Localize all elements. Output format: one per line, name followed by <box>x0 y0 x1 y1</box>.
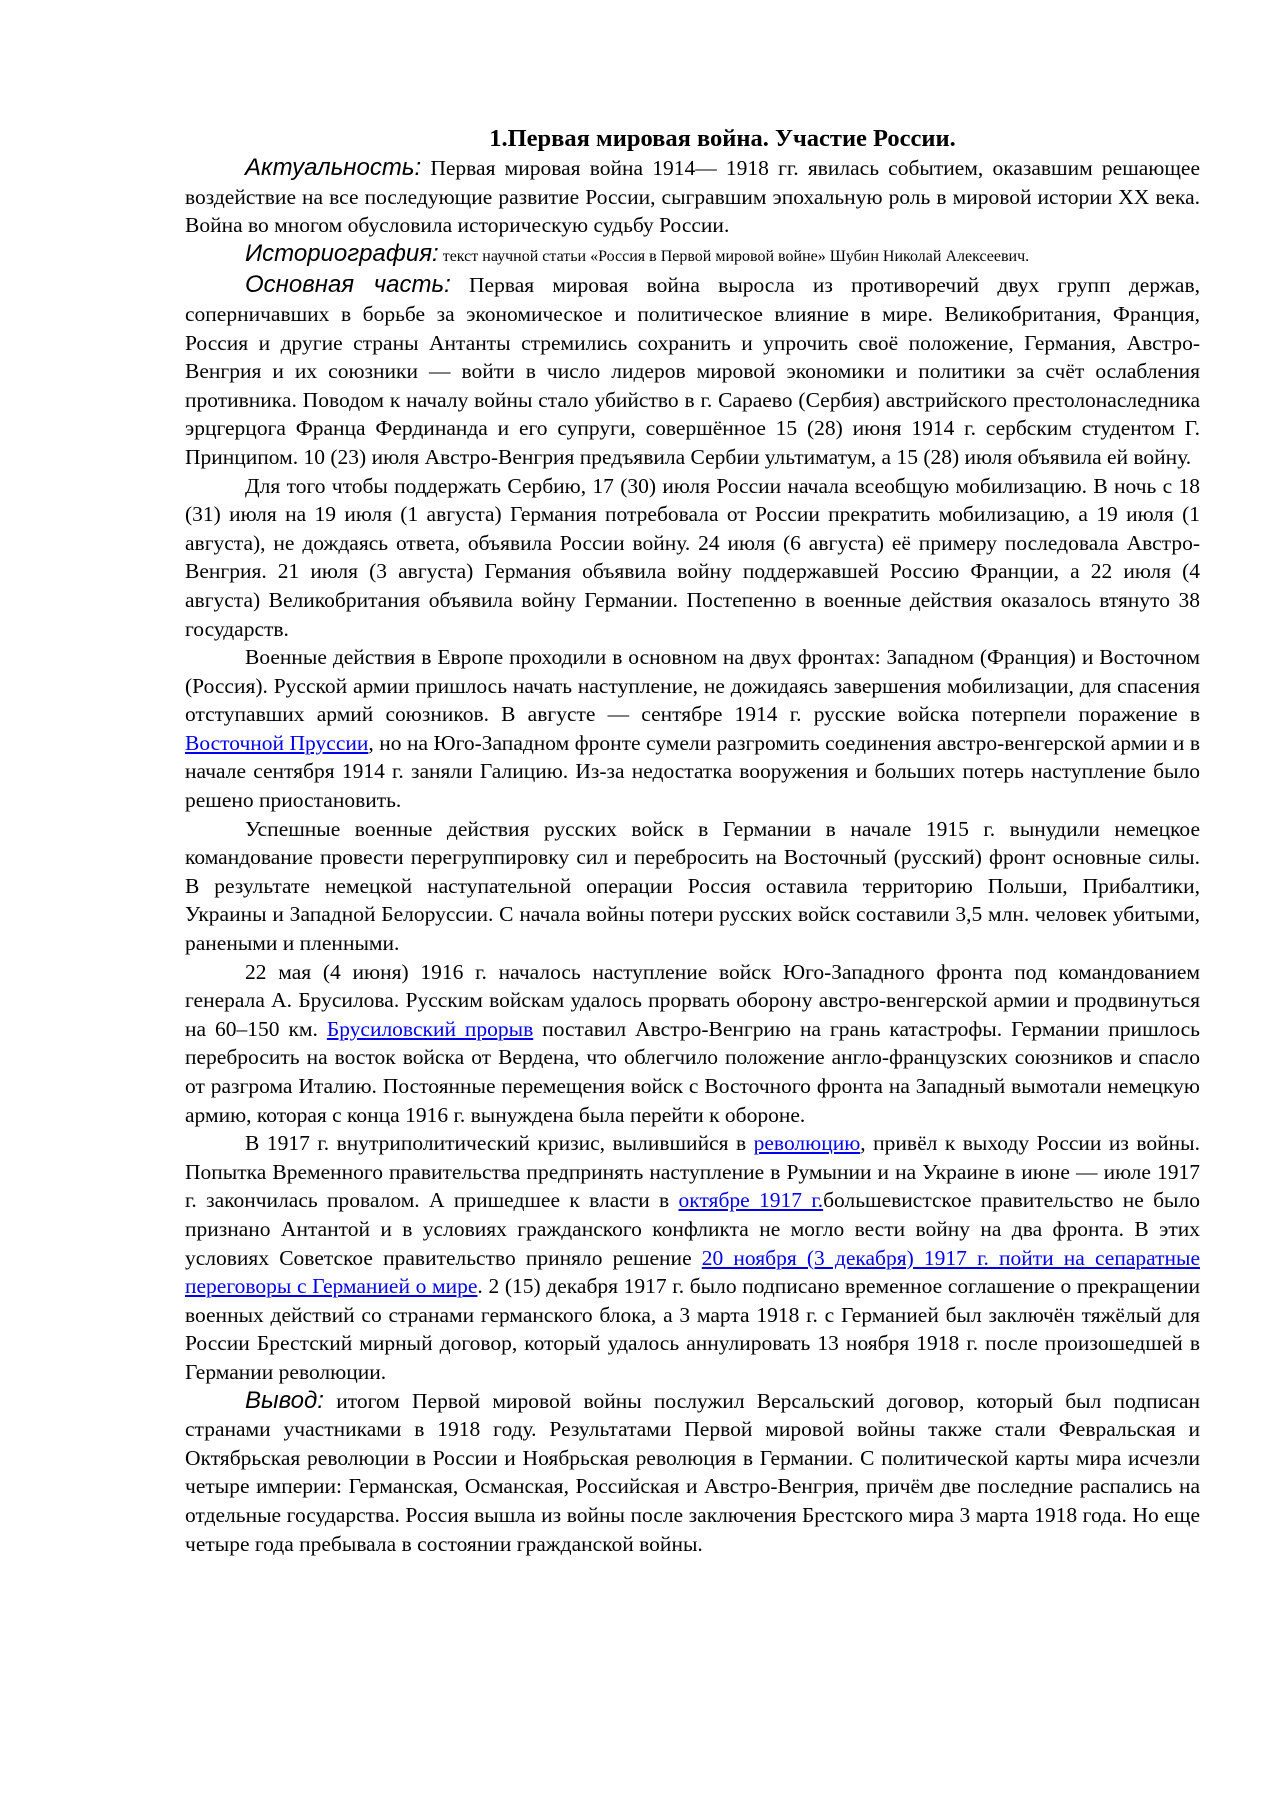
historiography-paragraph <box>185 240 1200 272</box>
conclusion-text: итогом Первой мировой войны послужил Версальский договор, который был подписан странами участниками в 1918 году. Результатами Первой мировой войны также стали Февральская и Октябрьская революции в России и Ноябрьская революция в Германии. С политической карты мира исчезли четыре империи: Германская, Османская, Российская и Австро-Венгрия, причём две последние распались на отдельные государства. Россия вышла из войны после заключения Брестского мира 3 марта 1918 года. Но еще четыре года пребывала в состоянии гражданской войны. <box>185 1388 1200 1556</box>
historiography-text: текст научной статьи «Россия в Первой мировой войне» Шубин Николай Алексеевич. <box>438 247 1030 265</box>
east-prussia-link[interactable]: Восточной Пруссии <box>185 730 369 755</box>
main-paragraph <box>185 271 1200 471</box>
fronts-paragraph <box>185 643 1200 815</box>
relevance-text: Первая мировая война 1914— 1918 гг. явилась событием, оказавшим решающее воздействие на все последующие развитие России, сыгравшим эпохальную роль в мировой истории XX века. Война во многом обусловила историческую судьбу России. <box>185 156 1200 238</box>
main-label: Основная часть: <box>245 271 451 299</box>
conclusion-label: Вывод: <box>245 1386 324 1414</box>
fronts-text-2: , но на Юго-Западном фронте сумели разгромить соединения австро-венгерской армии и в начале сентября 1914 г. заняли Галицию. Из-за недостатка вооружения и больших потерь наступление было решено приостановить. <box>185 730 1200 813</box>
relevance-paragraph <box>185 154 1200 240</box>
year-1917-text-2: , привёл к выходу России из войны. Попытка Временного правительства предпринять наступление в Румынии и на Украине в июне — июле 1917 г. закончилась провалом. А пришедшее к власти в <box>185 1131 1200 1213</box>
year-1915-paragraph: Успешные военные действия русских войск в Германии в начале 1915 г. вынудили немецкое командование провести перегруппировку сил и перебросить на Восточный (русский) фронт основные силы. В результате немецкой наступательной операции Россия оставила территорию Польши, Прибалтики, Украины и Западной Белоруссии. С начала войны потери русских войск составили 3,5 млн. человек убитыми, ранеными и пленными. <box>185 816 1200 956</box>
main-text: Первая мировая война выросла из противоречий двух групп держав, соперничавших в борьбе за экономическое и политическое влияние в мире. Великобритания, Франция, Россия и другие страны Антанты стремились сохранить и упрочить своё положение, Германия, Австро-Венгрия и их союзники — войти в число лидеров мировой экономики и политики за счёт ослабления противника. Поводом к началу войны стало убийство в г. Сараево (Сербия) австрийского престолонаследника эрцгерцога Франца Фердинанда и его супруги, совершённое 15 (28) июня 1914 г. сербским студентом Г. Принципом. 10 (23) июля Австро-Венгрия предъявила Сербии ультиматум, а 15 (28) июля объявила ей войну. <box>185 273 1201 469</box>
october-1917-link[interactable]: октябре 1917 г. <box>678 1188 824 1213</box>
brusilov-breakthrough-link[interactable]: Брусиловский прорыв <box>326 1016 534 1041</box>
relevance-label: Актуальность: <box>245 154 422 181</box>
page-title: 1.Первая мировая война. Участие России. <box>489 125 956 152</box>
year-1917-text-4: . 2 (15) декабря 1917 г. было подписано временное соглашение о прекращении военных действий со странами германского блока, а 3 марта 1918 г. с Германией был заключён тяжёлый для России Брестский мирный договор, который удалось аннулировать 13 ноября 1918 г. после произошедшей в Германии революции. <box>185 1274 1200 1384</box>
year-1917-paragraph <box>185 1129 1200 1386</box>
year-1917-text-1: В 1917 г. внутриполитический кризис, вылившийся в <box>245 1131 754 1156</box>
year-1917-text-3: большевистское правительство не было признано Антантой и в условиях гражданского конфликта не могло вести войну на два фронта. В этих условиях Советское правительство приняло решение <box>185 1188 1200 1270</box>
historiography-label: Историография: <box>245 239 439 267</box>
revolution-link[interactable]: революцию <box>753 1131 861 1156</box>
brusilov-text-2: поставил Австро-Венгрию на грань катастрофы. Германии пришлось перебросить на восток войска от Вердена, что облегчило положение англо-французских союзников и спасло от разгрома Италию. Постоянные перемещения войск с Восточного фронта на Западный вымотали немецкую армию, которая с конца 1916 г. вынуждена была перейти к обороне. <box>185 1016 1200 1127</box>
brusilov-paragraph <box>185 958 1200 1130</box>
brusilov-text-1: 22 мая (4 июня) 1916 г. началось наступление войск Юго-Западного фронта под командованием генерала А. Брусилова. Русским войскам удалось прорвать оборону австро-венгерской армии и продвинуться на 60–150 км. <box>185 959 1200 1041</box>
separate-peace-link[interactable]: 20 ноября (3 декабря) 1917 г. пойти на сепаратные переговоры с Германией о мире <box>185 1245 1200 1299</box>
mobilization-paragraph: Для того чтобы поддержать Сербию, 17 (30) июля России начала всеобщую мобилизацию. В ночь с 18 (31) июля на 19 июля (1 августа) Германия потребовала от России прекратить мобилизацию, а 19 июля (1 августа), не дождаясь ответа, объявила России войну. 24 июля (6 августа) её примеру последовала Австро-Венгрия. 21 июля (3 августа) Германия объявила войну поддержавшей Россию Франции, а 22 июля (4 августа) Великобритания объявила войну Германии. Постепенно в военные действия оказалось втянуто 38 государств. <box>185 473 1200 641</box>
conclusion-paragraph <box>185 1387 1200 1559</box>
fronts-text-1: Военные действия в Европе проходили в основном на двух фронтах: Западном (Франция) и Восточном (Россия). Русской армии пришлось начать наступление, не дожидаясь завершения мобилизации, для спасения отступавших армий союзников. В августе — сентябре 1914 г. русские войска потерпели поражение в <box>185 645 1200 727</box>
